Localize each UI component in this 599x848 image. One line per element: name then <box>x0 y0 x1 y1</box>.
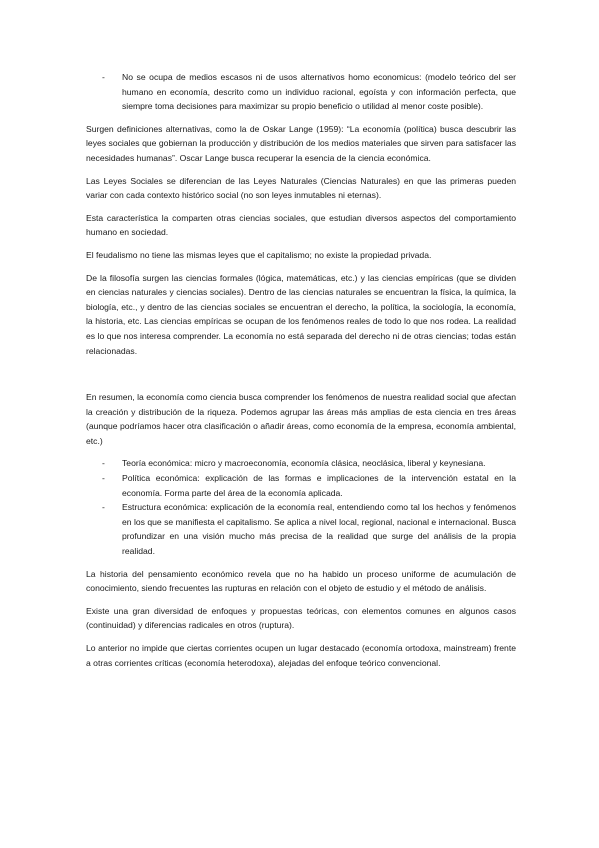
list-item-text: Teoría económica: micro y macroeconomía, economía clásica, neoclásica, liberal y keynesiana. <box>122 458 486 469</box>
dash-bullet: - <box>102 502 105 513</box>
list-item-text: Estructura económica: explicación de la economía real, entendiendo como tal los hechos y fenómenos en los que se manifiesta el capitalismo. Se aplica a nivel local, regional, nacional e internacional. Busca profundizar en una visión mucho más precisa de la realidad que surge del análisis de la propia realidad. <box>122 502 516 557</box>
paragraph: Surgen definiciones alternativas, como la de Oskar Lange (1959): “La economía (política) busca descubrir las leyes sociales que gobiernan la producción y distribución de los medios materiales que sirven para satisfacer las necesidades humanas”. Oscar Lange busca recuperar la esencia de la ciencia económica. <box>86 123 516 163</box>
list-item <box>86 500 516 558</box>
paragraph: Lo anterior no impide que ciertas corrientes ocupen un lugar destacado (economía ortodoxa, mainstream) frente a otras corrientes críticas (economía heterodoxa), alejadas del enfoque teórico convencional. <box>86 643 516 668</box>
paragraph: Existe una gran diversidad de enfoques y propuestas teóricas, con elementos comunes en algunos casos (continuidad) y diferencias radicales en otros (ruptura). <box>86 605 516 631</box>
document-body <box>86 70 516 670</box>
paragraph: El feudalismo no tiene las mismas leyes que el capitalismo; no existe la propiedad privada. <box>86 249 432 260</box>
list-item-text: Política económica: explicación de las formas e implicaciones de la intervención estatal en la economía. Forma parte del área de la economía aplicada. <box>122 473 516 498</box>
dash-bullet: - <box>102 72 105 82</box>
list-item <box>86 456 516 471</box>
paragraph: De la filosofía surgen las ciencias formales (lógica, matemáticas, etc.) y las ciencias empíricas (que se dividen en ciencias naturales y ciencias sociales). Dentro de las ciencias naturales se encuentran la física, la química, la biología, etc., y dentro de las ciencias sociales se encuentran el derecho, la política, la sociología, la economía, la historia, etc. Las ciencias empíricas se ocupan de los fenómenos reales de todo lo que nos rodea. La realidad es lo que nos interesa comprender. La economía no está separada del derecho ni de otras ciencias; todas están relacionadas. <box>86 272 516 356</box>
intro-bullet-list <box>86 70 516 114</box>
section-gap <box>86 366 516 390</box>
list-item <box>86 70 516 114</box>
areas-bullet-list <box>86 456 516 558</box>
paragraph: Esta característica la comparten otras ciencias sociales, que estudian diversos aspectos del comportamiento humano en sociedad. <box>86 212 516 238</box>
dash-bullet: - <box>102 473 105 484</box>
summary-paragraph: En resumen, la economía como ciencia busca comprender los fenómenos de nuestra realidad social que afectan la creación y distribución de la riqueza. Podemos agrupar las áreas más amplias de esta ciencia en tres áreas (aunque podríamos hacer otra clasificación o añadir áreas, como economía de la empresa, economía ambiental, etc.) <box>86 392 516 446</box>
list-item <box>86 471 516 500</box>
list-item-text: No se ocupa de medios escasos ni de usos alternativos homo economicus: (modelo teórico del ser humano en economía, descrito como un individuo racional, egoísta y con información perfecta, que siempre toma decisiones para maximizar su propio beneficio o utilidad al menor coste posible). <box>122 72 516 112</box>
dash-bullet: - <box>102 458 105 469</box>
paragraph: La historia del pensamiento económico revela que no ha habido un proceso uniforme de acumulación de conocimiento, siendo frecuentes las rupturas en relación con el objeto de estudio y el método de análisis. <box>86 568 516 594</box>
paragraph: Las Leyes Sociales se diferencian de las Leyes Naturales (Ciencias Naturales) en que las primeras pueden variar con cada contexto histórico social (no son leyes inmutables ni eternas). <box>86 175 516 201</box>
